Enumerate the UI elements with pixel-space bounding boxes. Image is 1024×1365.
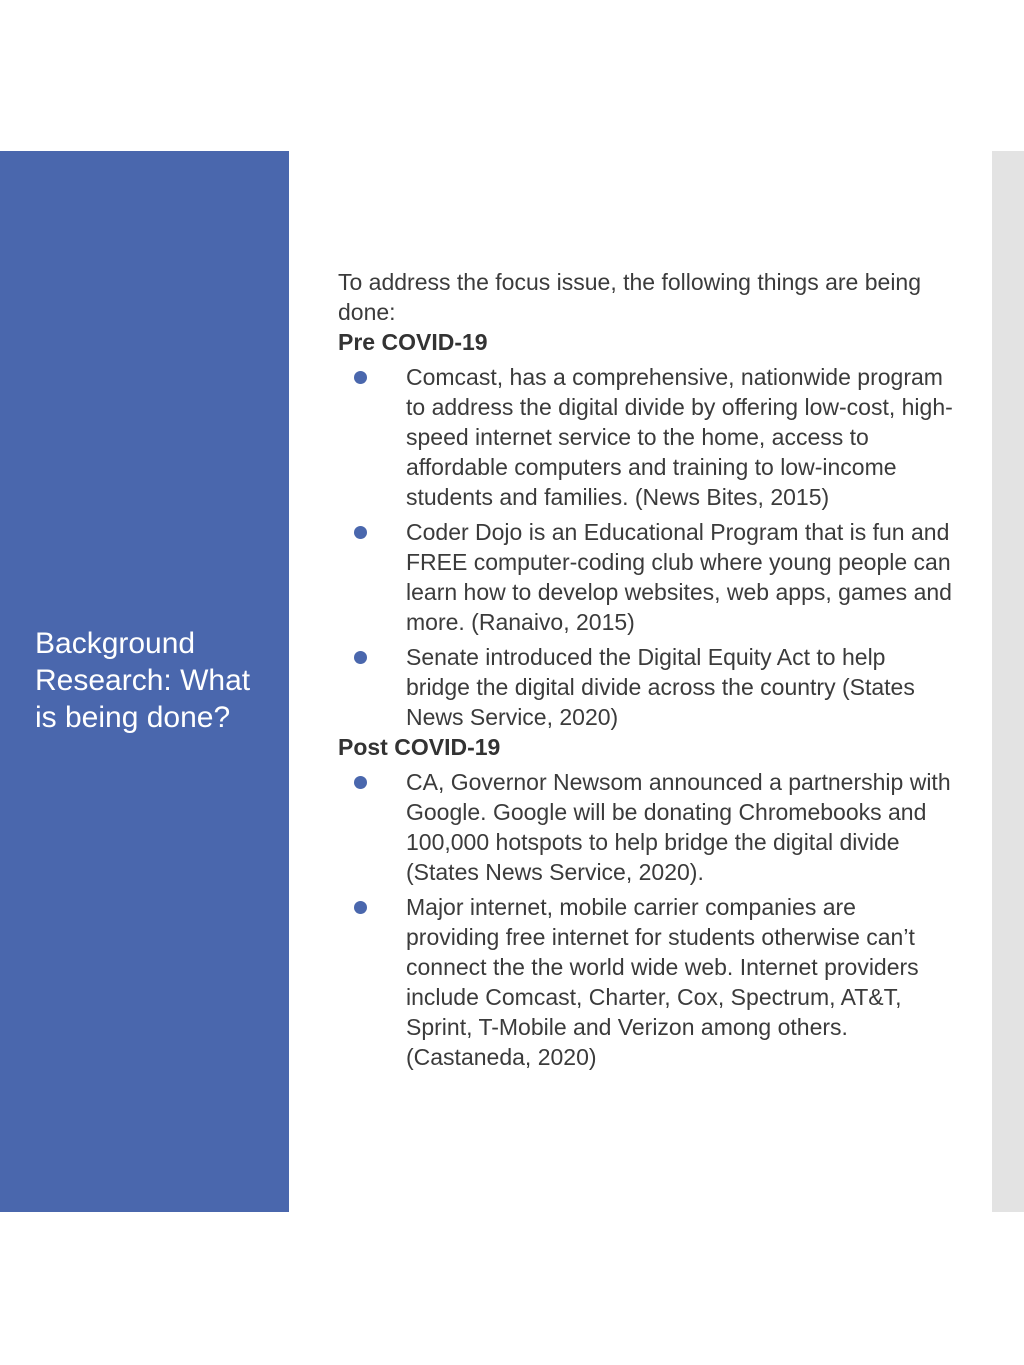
- scroll-strip: [992, 151, 1024, 1212]
- title-panel: [0, 151, 289, 1212]
- slide-body: [338, 267, 953, 1072]
- bullet-list-post-covid: [338, 767, 953, 1072]
- list-item: [338, 642, 953, 732]
- slide: [0, 151, 1024, 1212]
- list-item: [338, 517, 953, 637]
- bullet-icon: [354, 901, 367, 914]
- bullet-icon: [354, 371, 367, 384]
- list-item: [338, 892, 953, 1072]
- list-item-text: CA, Governor Newsom announced a partnership with Google. Google will be donating Chromebooks and 100,000 hotspots to help bridge the digital divide (States News Service, 2020).: [406, 769, 951, 885]
- list-item: [338, 362, 953, 512]
- list-item: [338, 767, 953, 887]
- bullet-icon: [354, 651, 367, 664]
- slide-title: Background Research: What is being done?: [35, 627, 251, 734]
- list-item-text: Coder Dojo is an Educational Program that is fun and FREE computer-coding club where young people can learn how to develop websites, web apps, games and more. (Ranaivo, 2015): [406, 519, 952, 635]
- list-item-text: Major internet, mobile carrier companies are providing free internet for students otherwise can’t connect the the world wide web. Internet providers include Comcast, Charter, Cox, Spectrum, AT&T, Sprint, T-Mobile and Verizon among others. (Castaneda, 2020): [406, 894, 919, 1070]
- intro-text: To address the focus issue, the following things are being done:: [338, 269, 922, 325]
- bullet-list-pre-covid: [338, 362, 953, 732]
- section-heading-post-covid: Post COVID-19: [338, 734, 501, 760]
- section-heading-pre-covid: Pre COVID-19: [338, 329, 488, 355]
- list-item-text: Comcast, has a comprehensive, nationwide program to address the digital divide by offering low-cost, high-speed internet service to the home, access to affordable computers and training to low-income students and families. (News Bites, 2015): [406, 364, 953, 510]
- bullet-icon: [354, 776, 367, 789]
- list-item-text: Senate introduced the Digital Equity Act to help bridge the digital divide across the country (States News Service, 2020): [406, 644, 915, 730]
- bullet-icon: [354, 526, 367, 539]
